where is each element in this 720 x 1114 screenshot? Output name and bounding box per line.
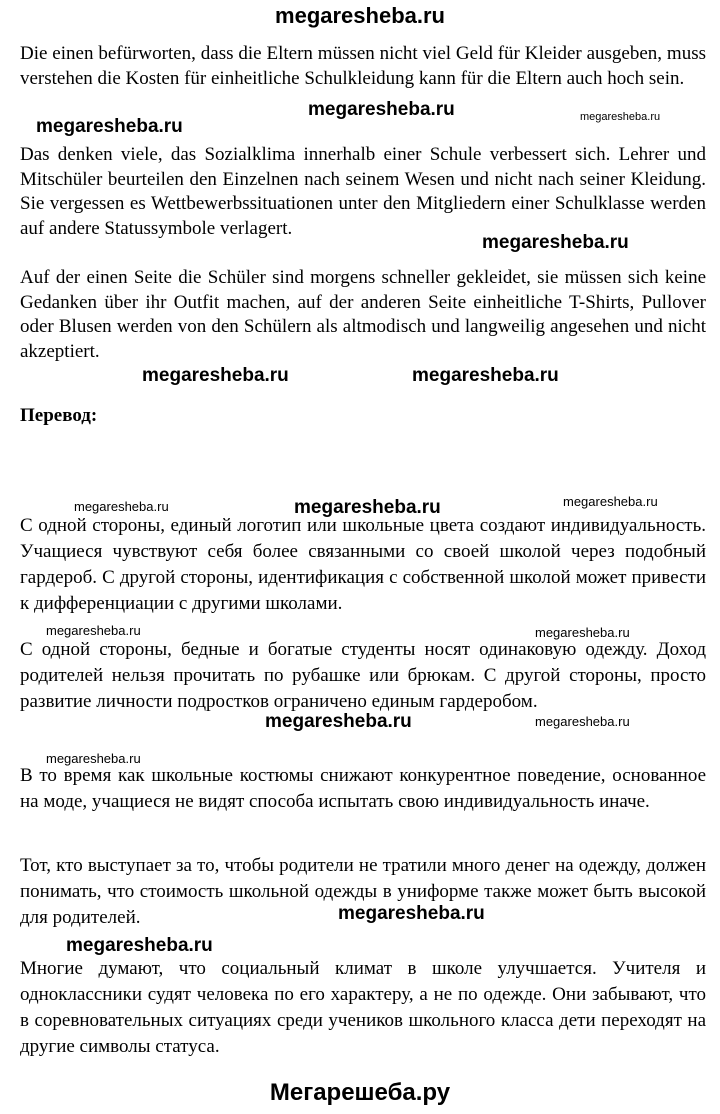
footer-title: Мегарешеба.ру [269, 1079, 451, 1106]
translation-heading: Перевод: [20, 405, 98, 426]
watermark: megaresheba.ru [535, 625, 630, 640]
german-paragraph-3: Auf der einen Seite die Schüler sind morgens schneller gekleidet, sie müssen sich keine Gedanken über ihr Outfit machen, auf der anderen Seite einheitliche T-Shirts, Pullover oder Blusen werden von den Schülern als altmodisch und langweilig angesehen und nicht akzeptiert. [20, 267, 706, 362]
watermark: megaresheba.ru [535, 714, 630, 729]
watermark: megaresheba.ru [265, 711, 412, 732]
watermark: megaresheba.ru [294, 497, 441, 518]
translation-paragraph-3: В то время как школьные костюмы снижают конкурентное поведение, основанное на моде, учащиеся не видят способа испытать свою индивидуальность иначе. [20, 765, 706, 812]
watermark: megaresheba.ru [563, 494, 658, 509]
watermark: megaresheba.ru [580, 111, 661, 123]
watermark: megaresheba.ru [482, 232, 629, 253]
watermark: megaresheba.ru [46, 623, 141, 638]
watermark: megaresheba.ru [412, 365, 559, 386]
translation-paragraph-4: Тот, кто выступает за то, чтобы родители не тратили много денег на одежду, должен понимать, что стоимость школьной одежды в униформе также может быть высокой для родителей. [20, 855, 706, 928]
watermark: megaresheba.ru [308, 99, 455, 120]
watermark: megaresheba.ru [338, 903, 485, 924]
german-paragraph-1: Die einen befürworten, dass die Eltern müssen nicht viel Geld für Kleider ausgeben, muss verstehen die Kosten für einheitliche Schulkleidung kann für die Eltern auch hoch sein. [20, 43, 706, 89]
watermark: megaresheba.ru [142, 365, 289, 386]
translation-paragraph-1: С одной стороны, единый логотип или школьные цвета создают индивидуальность. Учащиеся чувствуют себя более связанными со своей школой через подобный гардероб. С другой стороны, идентификация с собственной школой может привести к дифференциации с другими школами. [20, 515, 706, 614]
german-paragraph-2: Das denken viele, das Sozialklima innerhalb einer Schule verbessert sich. Lehrer und Mitschüler beurteilen den Einzelnen nach seinem Wesen und nicht nach seiner Kleidung. Sie vergessen es Wettbewerbssituationen unter den Mitgliedern einer Schulklasse werden auf andere Statussymbole verlagert. [20, 144, 706, 239]
watermark: megaresheba.ru [66, 935, 213, 956]
watermark: megaresheba.ru [36, 116, 183, 137]
watermark: megaresheba.ru [46, 751, 141, 766]
translation-paragraph-5: Многие думают, что социальный климат в школе улучшается. Учителя и одноклассники судят человека по его характеру, а не по одежде. Они забывают, что в соревновательных ситуациях среди учеников школьного класса дети переходят на другие символы статуса. [20, 958, 706, 1057]
site-title: megaresheba.ru [275, 3, 445, 28]
translation-paragraph-2: С одной стороны, бедные и богатые студенты носят одинаковую одежду. Доход родителей нельзя прочитать по рубашке или брюкам. С другой стороны, просто развитие личности подростков ограничено единым гардеробом. [20, 639, 706, 712]
watermark: megaresheba.ru [74, 499, 169, 514]
